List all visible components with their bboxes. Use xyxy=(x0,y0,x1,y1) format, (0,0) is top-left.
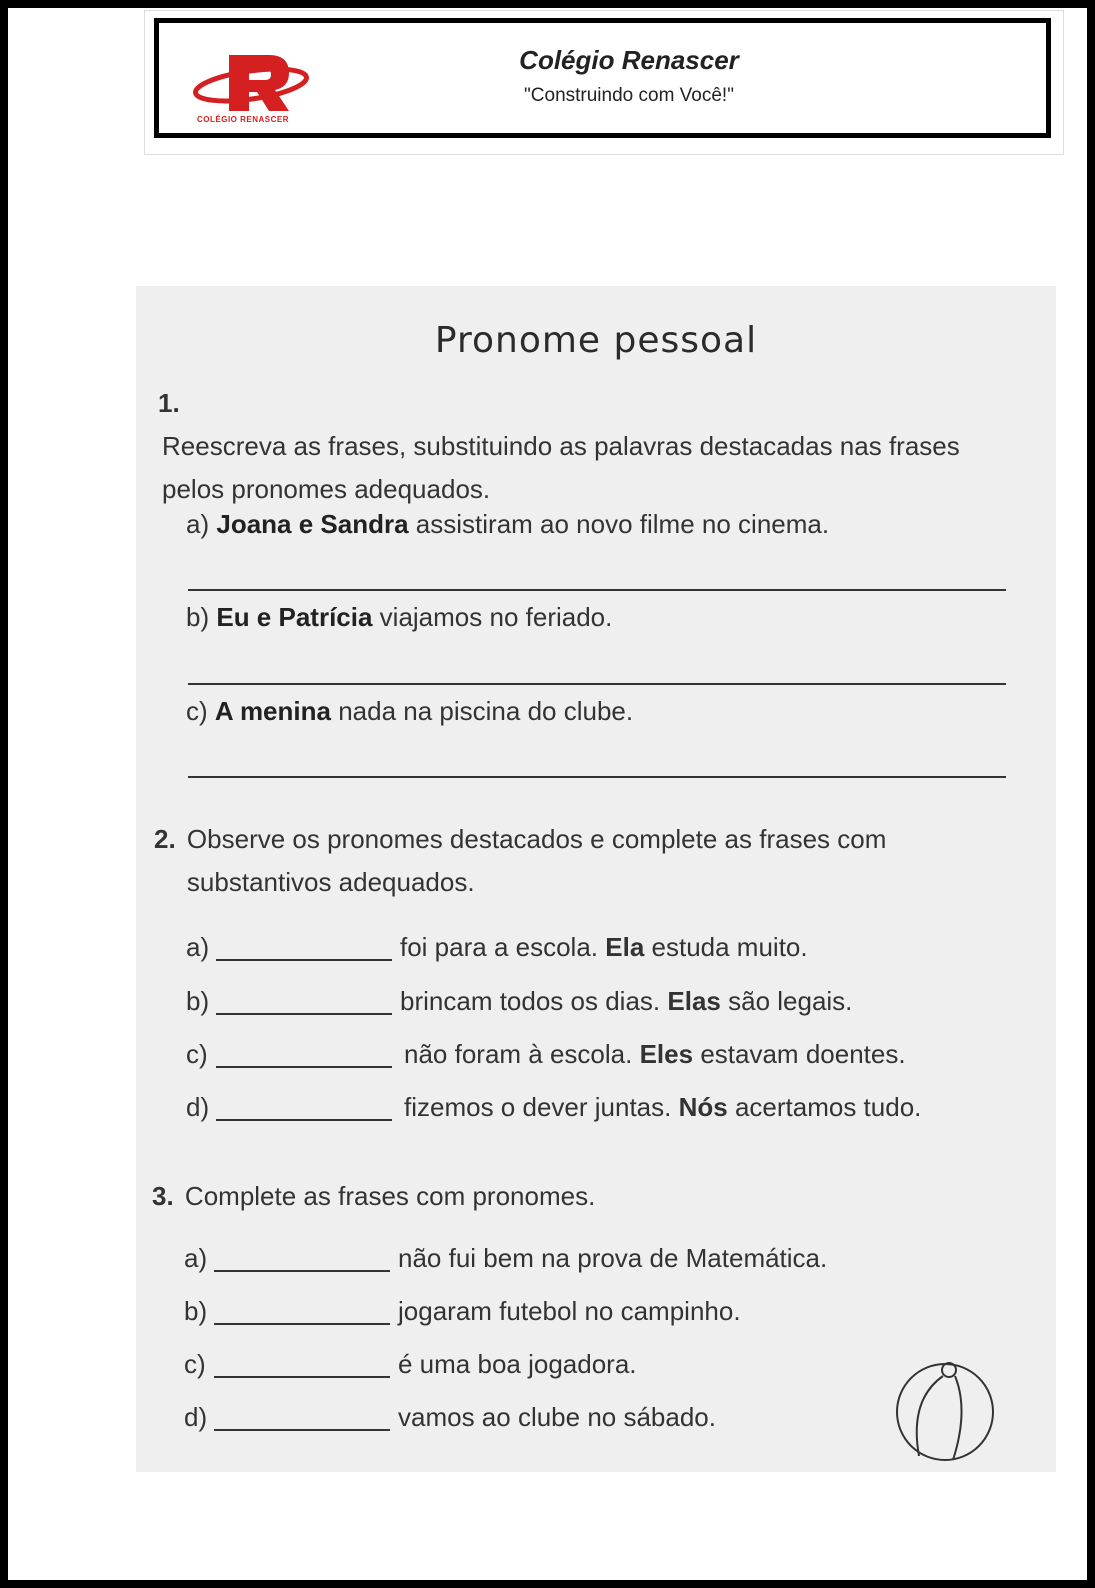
worksheet xyxy=(136,286,1056,1472)
blank-field[interactable] xyxy=(214,1323,390,1325)
question-text: Complete as frases com pronomes. xyxy=(184,1181,596,1211)
question-3 xyxy=(152,1175,992,1218)
fill-in-row: a) não fui bem na prova de Matemática. xyxy=(184,1243,828,1273)
highlighted-words: A menina xyxy=(214,696,331,726)
blank-field[interactable] xyxy=(216,1119,392,1121)
answer-line[interactable] xyxy=(188,776,1006,778)
question-number: 2. xyxy=(154,824,176,854)
logo-caption: COLÉGIO RENASCER xyxy=(197,115,290,124)
highlighted-words: Eu e Patrícia xyxy=(216,602,373,632)
fill-in-row: d) vamos ao clube no sábado. xyxy=(184,1402,716,1432)
answer-line[interactable] xyxy=(188,683,1006,685)
highlighted-pronoun: Eles xyxy=(639,1039,694,1069)
question-1 xyxy=(158,382,998,511)
blank-field[interactable] xyxy=(216,959,392,961)
fill-in-row: b) jogaram futebol no campinho. xyxy=(184,1296,741,1326)
question-text: Observe os pronomes destacados e complete as frases com substantivos adequados. xyxy=(186,824,887,897)
highlighted-words: Joana e Sandra xyxy=(216,509,409,539)
worksheet-title: Pronome pessoal xyxy=(434,320,758,361)
list-item: a) Joana e Sandra assistiram ao novo filme no cinema. xyxy=(186,509,830,539)
fill-in-row: c) é uma boa jogadora. xyxy=(184,1349,637,1379)
question-number: 1. xyxy=(158,388,180,418)
blank-field[interactable] xyxy=(216,1013,392,1015)
school-motto: "Construindo com Você!" xyxy=(524,85,734,106)
fill-in-row: d) fizemos o dever juntas. Nós acertamos tudo. xyxy=(186,1092,922,1122)
fill-in-row: a) foi para a escola. Ela estuda muito. xyxy=(186,932,808,962)
blank-field[interactable] xyxy=(214,1429,390,1431)
blank-field[interactable] xyxy=(214,1376,390,1378)
fill-in-row: c) não foram à escola. Eles estavam doentes. xyxy=(186,1039,906,1069)
highlighted-pronoun: Ela xyxy=(605,932,645,962)
list-item: b) Eu e Patrícia viajamos no feriado. xyxy=(186,602,613,632)
list-item: c) A menina nada na piscina do clube. xyxy=(186,696,634,726)
beach-ball-illustration xyxy=(893,1360,997,1464)
highlighted-pronoun: Nós xyxy=(678,1092,728,1122)
question-number: 3. xyxy=(152,1181,174,1211)
question-2 xyxy=(154,818,994,904)
fill-in-row: b) brincam todos os dias. Elas são legais. xyxy=(186,986,853,1016)
question-text: Reescreva as frases, substituindo as palavras destacadas nas frases pelos pronomes adequados. xyxy=(162,431,960,504)
blank-field[interactable] xyxy=(214,1270,390,1272)
school-header xyxy=(154,18,1051,138)
blank-field[interactable] xyxy=(216,1066,392,1068)
answer-line[interactable] xyxy=(188,589,1006,591)
highlighted-pronoun: Elas xyxy=(667,986,721,1016)
school-name: Colégio Renascer xyxy=(519,45,739,75)
